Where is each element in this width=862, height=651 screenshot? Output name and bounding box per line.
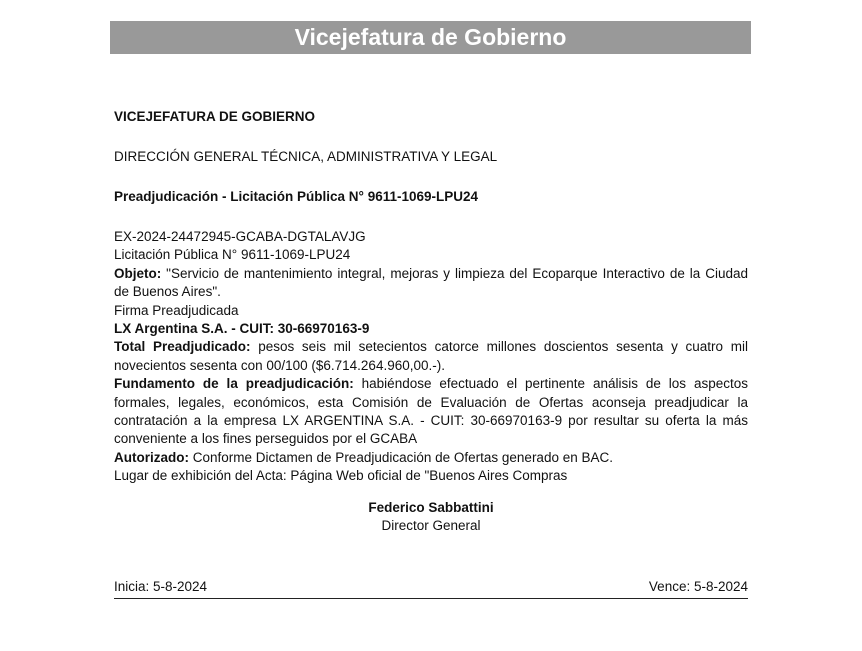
- autorizado-text: Conforme Dictamen de Preadjudicación de Ofertas generado en BAC.: [189, 449, 613, 465]
- lugar-exhibicion: Lugar de exhibición del Acta: Página Web oficial de "Buenos Aires Compras: [114, 468, 568, 484]
- autorizado-paragraph: [114, 449, 748, 467]
- signatory-role: Director General: [381, 517, 481, 533]
- agency-heading: VICEJEFATURA DE GOBIERNO: [114, 109, 316, 124]
- objeto-label: Objeto:: [114, 265, 162, 281]
- signature-block: [114, 499, 748, 535]
- firma-value: LX Argentina S.A. - CUIT: 30-66970163-9: [114, 321, 370, 337]
- expediente-number: EX-2024-24472945-GCABA-DGTALAVJG: [114, 229, 366, 244]
- signatory-name: Federico Sabbattini: [368, 499, 494, 515]
- total-label: Total Preadjudicado:: [114, 339, 251, 355]
- objeto-text: "Servicio de mantenimiento integral, mejoras y limpieza del Ecoparque Interactivo de la Ciudad de Buenos Aires".: [114, 265, 748, 300]
- start-date: Inicia: 5-8-2024: [114, 579, 208, 594]
- fundamento-label: Fundamento de la preadjudicación:: [114, 376, 354, 392]
- end-date: Vence: 5-8-2024: [648, 579, 748, 594]
- footer-dates: [114, 578, 748, 599]
- preadjudication-title: Preadjudicación - Licitación Pública N° 9611-1069-LPU24: [114, 189, 479, 204]
- autorizado-label: Autorizado:: [114, 449, 189, 465]
- licitacion-number: Licitación Pública N° 9611-1069-LPU24: [114, 247, 351, 263]
- firma-label: Firma Preadjudicada: [114, 302, 239, 318]
- fundamento-paragraph: [114, 375, 748, 449]
- total-paragraph: [114, 338, 748, 375]
- section-header: [110, 21, 751, 54]
- total-text: pesos seis mil setecientos catorce millones doscientos sesenta y cuatro mil novecientos sesenta con 00/100 ($6.714.264.960,00.-).: [114, 339, 749, 373]
- fundamento-text: habiéndose efectuado el pertinente análisis de los aspectos formales, legales, económicos, esta Comisión de Evaluación de Ofertas aconseja preadjudicar la contratación a la empresa LX ARGENTINA S.A. - CUIT: 30-66970163-9 por resultar su oferta la más conveniente a los fines perseguidos por el GCABA: [114, 376, 748, 447]
- direction-heading: DIRECCIÓN GENERAL TÉCNICA, ADMINISTRATIVA Y LEGAL: [114, 149, 498, 164]
- header-title: Vicejefatura de Gobierno: [294, 24, 567, 50]
- notice-body: [114, 108, 748, 535]
- objeto-paragraph: [114, 265, 748, 302]
